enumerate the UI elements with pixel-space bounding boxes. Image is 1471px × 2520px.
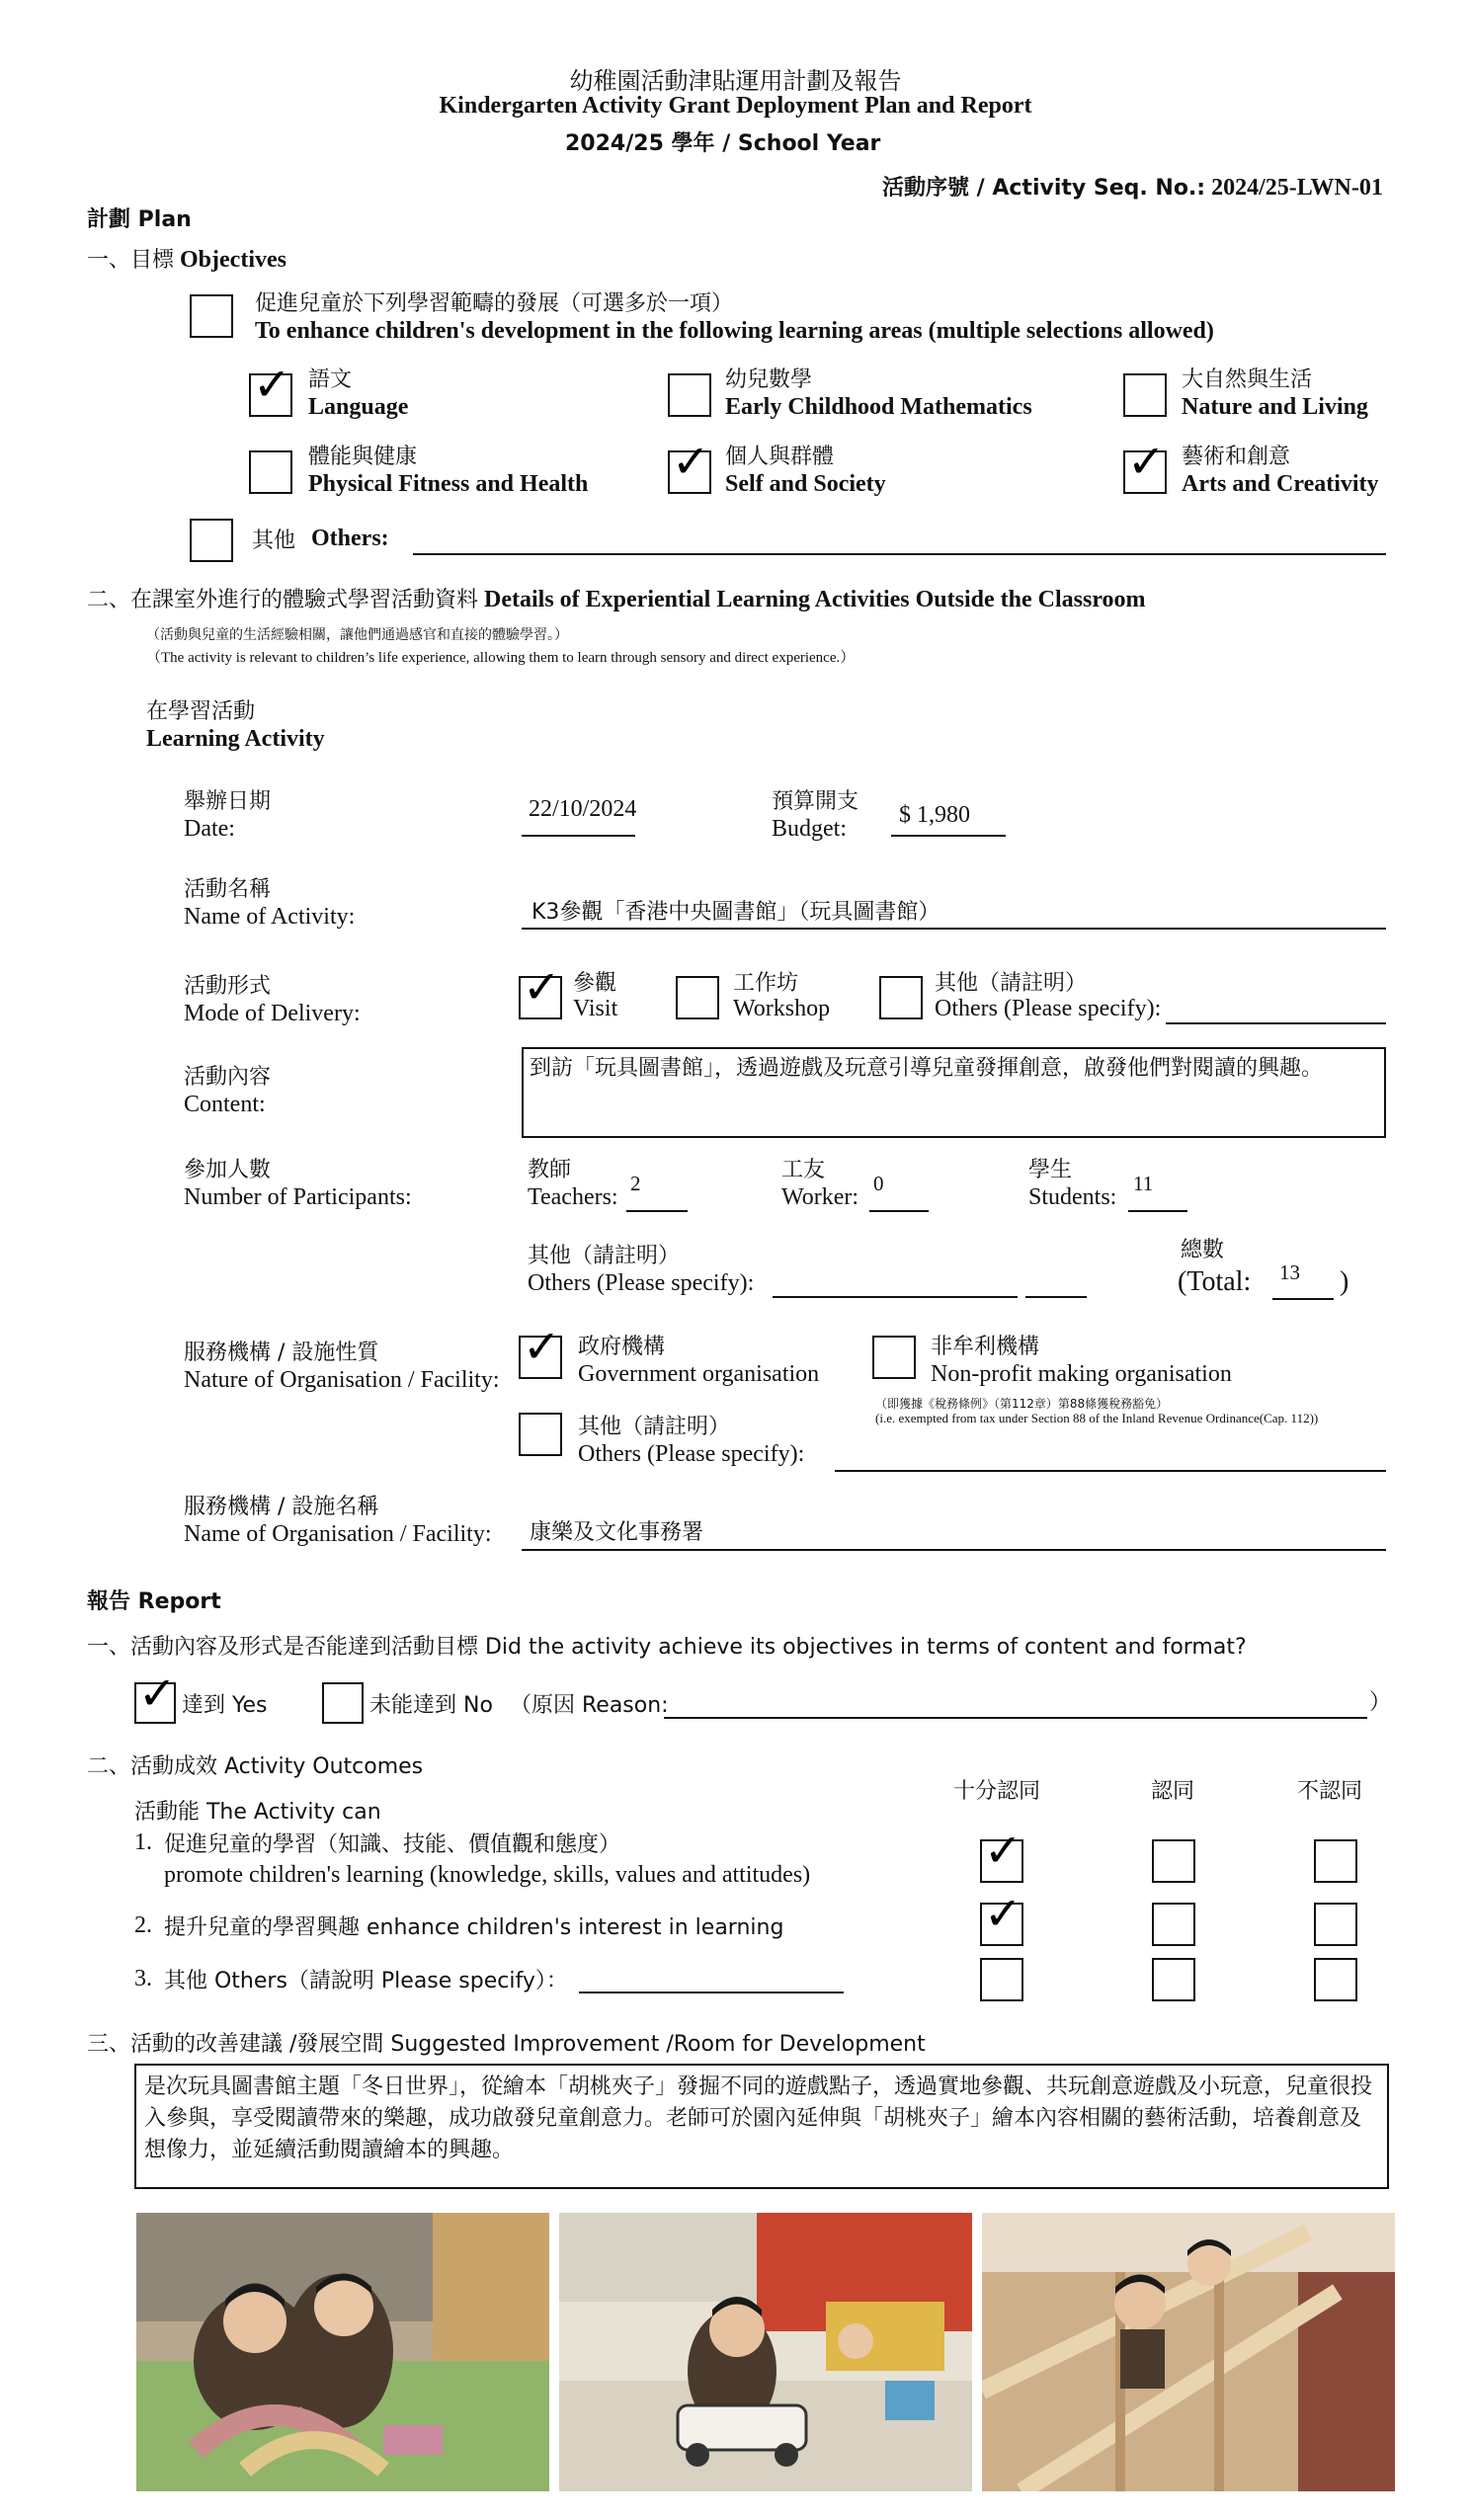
mode-label-zh: 其他（請註明） bbox=[935, 971, 1088, 996]
outcome-number: 3. bbox=[134, 1966, 152, 1992]
mode-visit-checkbox[interactable] bbox=[519, 960, 562, 1019]
learning-activity-zh: 在學習活動 bbox=[146, 699, 256, 724]
nature-others-en: Others (Please specify): bbox=[578, 1441, 805, 1467]
date-en: Date: bbox=[184, 816, 235, 842]
org-name-value: 康樂及文化事務署 bbox=[530, 1520, 704, 1545]
outcome2-disagree-checkbox[interactable] bbox=[1314, 1903, 1357, 1946]
date-zh: 舉辦日期 bbox=[184, 789, 272, 814]
date-line[interactable] bbox=[522, 835, 635, 837]
worker-en: Worker: bbox=[781, 1184, 859, 1210]
outcome-zh: 提升兒童的學習興趣 enhance children's interest in learning bbox=[164, 1915, 784, 1940]
others-spec-zh: 其他（請註明） bbox=[528, 1244, 681, 1268]
seq-number bbox=[882, 171, 1383, 202]
nature-others-checkbox[interactable] bbox=[519, 1413, 562, 1456]
nature-others-line[interactable] bbox=[835, 1470, 1386, 1472]
teachers-line[interactable] bbox=[626, 1210, 688, 1212]
details-note-zh: （活動與兒童的生活經驗相關，讓他們通過感官和直接的體驗學習。） bbox=[146, 627, 568, 643]
org-name-line[interactable] bbox=[522, 1549, 1386, 1551]
students-en: Students: bbox=[1028, 1184, 1117, 1210]
worker-line[interactable] bbox=[869, 1210, 929, 1212]
area-self-society-checkbox[interactable] bbox=[668, 435, 711, 494]
area-label-zh: 大自然與生活 bbox=[1182, 367, 1313, 392]
activity-photo-2 bbox=[559, 2213, 972, 2491]
enhance-en: To enhance children's development in the following learning areas (multiple selections allowed) bbox=[255, 318, 1214, 344]
yes-checkbox[interactable] bbox=[134, 1666, 177, 1724]
date-value: 22/10/2024 bbox=[529, 796, 637, 822]
org-name-en: Name of Organisation / Facility: bbox=[184, 1521, 492, 1547]
learning-activity-en: Learning Activity bbox=[146, 726, 325, 752]
details-heading-zh: 二、在課室外進行的體驗式學習活動資料 bbox=[87, 588, 479, 612]
outcomes-heading: 二、活動成效 Activity Outcomes bbox=[87, 1754, 424, 1779]
area-label-zh: 個人與群體 bbox=[725, 445, 835, 469]
outcome-number: 2. bbox=[134, 1912, 152, 1938]
npo-note-zh: （即獲據《稅務條例》（第112章）第88條獲稅務豁免） bbox=[875, 1397, 1169, 1411]
mode-label-en: Others (Please specify): bbox=[935, 996, 1162, 1021]
scale-strongly-agree: 十分認同 bbox=[953, 1779, 1041, 1804]
others-spec-en: Others (Please specify): bbox=[528, 1270, 755, 1296]
seq-value: 2024/25-LWN-01 bbox=[1211, 175, 1383, 201]
objectives-heading-en: Objectives bbox=[180, 247, 286, 273]
others-spec-line[interactable] bbox=[773, 1296, 1018, 1298]
participants-en: Number of Participants: bbox=[184, 1184, 412, 1210]
outcome-en: promote children's learning (knowledge, skills, values and attitudes) bbox=[164, 1862, 811, 1888]
details-note-en: （The activity is relevant to children’s life experience, allowing them to learn through sensory and direct experience.） bbox=[146, 650, 856, 666]
area-physical-checkbox[interactable] bbox=[249, 450, 292, 494]
plan-heading: 計劃 Plan bbox=[87, 207, 192, 232]
check-icon: ✓ bbox=[253, 358, 291, 411]
total-en: (Total: bbox=[1178, 1266, 1252, 1297]
enhance-zh: 促進兒童於下列學習範疇的發展（可選多於一項） bbox=[255, 291, 734, 316]
objectives-heading bbox=[87, 243, 286, 274]
check-icon: ✓ bbox=[138, 1666, 177, 1720]
check-icon: ✓ bbox=[984, 1887, 1022, 1940]
nature-others-zh: 其他（請註明） bbox=[578, 1415, 731, 1439]
others-zh: 其他 bbox=[252, 528, 296, 553]
outcome-zh: 促進兒童的學習（知識、技能、價值觀和態度） bbox=[164, 1832, 621, 1857]
reason-line[interactable] bbox=[664, 1717, 1367, 1719]
area-label-en: Language bbox=[308, 394, 409, 420]
npo-zh: 非牟利機構 bbox=[931, 1335, 1040, 1359]
teachers-value: 2 bbox=[630, 1172, 641, 1195]
total-line[interactable] bbox=[1272, 1298, 1334, 1300]
title-zh: 幼稚園活動津貼運用計劃及報告 bbox=[569, 67, 902, 95]
details-heading-en: Details of Experiential Learning Activities Outside the Classroom bbox=[484, 587, 1146, 612]
gov-zh: 政府機構 bbox=[578, 1335, 666, 1359]
details-heading bbox=[87, 583, 1146, 613]
others-spec-count-line[interactable] bbox=[1025, 1296, 1087, 1298]
area-label-zh: 體能與健康 bbox=[308, 445, 418, 469]
outcome1-agree-checkbox[interactable] bbox=[1152, 1839, 1195, 1883]
outcome2-strongly-agree-checkbox[interactable] bbox=[980, 1887, 1023, 1946]
budget-line[interactable] bbox=[891, 835, 1006, 837]
npo-en: Non-profit making organisation bbox=[931, 1361, 1232, 1387]
nature-zh: 服務機構 / 設施性質 bbox=[184, 1341, 379, 1365]
activity-can: 活動能 The Activity can bbox=[134, 1800, 381, 1825]
outcome-number: 1. bbox=[134, 1829, 152, 1855]
students-zh: 學生 bbox=[1028, 1158, 1073, 1182]
worker-zh: 工友 bbox=[781, 1158, 826, 1182]
content-zh: 活動內容 bbox=[184, 1065, 272, 1090]
area-label-en: Physical Fitness and Health bbox=[308, 471, 589, 497]
scale-disagree: 不認同 bbox=[1297, 1779, 1363, 1804]
reason-close: ） bbox=[1369, 1690, 1392, 1715]
others-line[interactable] bbox=[413, 553, 1386, 555]
total-close: ) bbox=[1340, 1266, 1349, 1297]
mode-label-en: Workshop bbox=[733, 996, 831, 1021]
outcome1-strongly-agree-checkbox[interactable] bbox=[980, 1824, 1023, 1883]
teachers-zh: 教師 bbox=[528, 1158, 572, 1182]
area-math-checkbox[interactable] bbox=[668, 373, 711, 417]
name-zh: 活動名稱 bbox=[184, 877, 272, 902]
others-en: Others: bbox=[311, 526, 389, 551]
area-arts-checkbox[interactable] bbox=[1123, 435, 1167, 494]
content-box: 到訪「玩具圖書館」，透過遊戲及玩意引導兒童發揮創意，啟發他們對閱讀的興趣。 bbox=[522, 1047, 1386, 1138]
area-label-en: Self and Society bbox=[725, 471, 886, 497]
name-en: Name of Activity: bbox=[184, 904, 356, 930]
area-label-en: Early Childhood Mathematics bbox=[725, 394, 1032, 420]
mode-others-checkbox[interactable] bbox=[879, 976, 923, 1019]
mode-zh: 活動形式 bbox=[184, 974, 272, 999]
participants-zh: 參加人數 bbox=[184, 1158, 272, 1182]
area-label-en: Nature and Living bbox=[1182, 394, 1368, 420]
no-checkbox[interactable] bbox=[322, 1682, 364, 1724]
students-value: 11 bbox=[1133, 1172, 1154, 1195]
area-language-checkbox[interactable] bbox=[249, 358, 292, 417]
gov-en: Government organisation bbox=[578, 1361, 820, 1387]
npo-checkbox[interactable] bbox=[872, 1336, 916, 1379]
content-en: Content: bbox=[184, 1092, 266, 1117]
mode-others-line[interactable] bbox=[1166, 1022, 1386, 1024]
scale-agree: 認同 bbox=[1151, 1779, 1195, 1804]
improve-heading: 三、活動的改善建議 /發展空間 Suggested Improvement /Room for Development bbox=[87, 2032, 926, 2057]
check-icon: ✓ bbox=[523, 1320, 561, 1373]
nature-en: Nature of Organisation / Facility: bbox=[184, 1367, 500, 1393]
mode-en: Mode of Delivery: bbox=[184, 1001, 361, 1026]
gov-checkbox[interactable] bbox=[519, 1320, 562, 1379]
outcome3-agree-checkbox[interactable] bbox=[1152, 1958, 1195, 2001]
worker-value: 0 bbox=[873, 1172, 884, 1195]
mode-label-en: Visit bbox=[573, 996, 618, 1021]
check-icon: ✓ bbox=[672, 435, 710, 488]
budget-value: $ 1,980 bbox=[899, 802, 970, 828]
activity-photo-3 bbox=[982, 2213, 1395, 2491]
mode-label-zh: 工作坊 bbox=[733, 971, 799, 996]
outcome-zh: 其他 Others（請說明 Please specify）： bbox=[164, 1969, 568, 1993]
org-name-zh: 服務機構 / 設施名稱 bbox=[184, 1495, 379, 1519]
total-value: 13 bbox=[1279, 1260, 1300, 1284]
name-line[interactable] bbox=[522, 928, 1386, 930]
outcome3-strongly-agree-checkbox[interactable] bbox=[980, 1958, 1023, 2001]
students-line[interactable] bbox=[1128, 1210, 1187, 1212]
name-value: K3參觀「香港中央圖書館」（玩具圖書館） bbox=[531, 900, 940, 925]
school-year: 2024/25 學年 / School Year bbox=[565, 131, 881, 156]
mode-label-zh: 參觀 bbox=[573, 971, 617, 996]
area-label-zh: 語文 bbox=[308, 367, 353, 392]
area-label-zh: 幼兒數學 bbox=[725, 367, 813, 392]
total-zh: 總數 bbox=[1181, 1238, 1225, 1262]
report-q1: 一、活動內容及形式是否能達到活動目標 Did the activity achieve its objectives in terms of content and format? bbox=[87, 1635, 1247, 1660]
check-icon: ✓ bbox=[523, 960, 561, 1014]
report-heading: 報告 Report bbox=[87, 1589, 221, 1614]
outcome1-disagree-checkbox[interactable] bbox=[1314, 1839, 1357, 1883]
npo-note-en: (i.e. exempted from tax under Section 88 of the Inland Revenue Ordinance(Cap. 112)) bbox=[875, 1411, 1319, 1425]
others-checkbox[interactable] bbox=[190, 519, 233, 562]
area-nature-checkbox[interactable] bbox=[1123, 373, 1167, 417]
outcome2-agree-checkbox[interactable] bbox=[1152, 1903, 1195, 1946]
budget-zh: 預算開支 bbox=[772, 789, 859, 814]
seq-label: 活動序號 / Activity Seq. No.: bbox=[882, 176, 1206, 201]
no-label: 未能達到 No bbox=[369, 1693, 493, 1718]
outcome3-specify-line[interactable] bbox=[579, 1992, 844, 1993]
mode-workshop-checkbox[interactable] bbox=[676, 976, 719, 1019]
budget-en: Budget: bbox=[772, 816, 847, 842]
activity-photo-1 bbox=[136, 2213, 549, 2491]
yes-label: 達到 Yes bbox=[182, 1693, 268, 1718]
check-icon: ✓ bbox=[1127, 435, 1166, 488]
objectives-heading-zh: 一、目標 bbox=[87, 248, 175, 273]
title-en: Kindergarten Activity Grant Deployment Plan and Report bbox=[439, 93, 1032, 119]
area-label-en: Arts and Creativity bbox=[1182, 471, 1379, 497]
teachers-en: Teachers: bbox=[528, 1184, 618, 1210]
enhance-checkbox[interactable] bbox=[190, 294, 233, 338]
improve-box: 是次玩具圖書館主題「冬日世界」，從繪本「胡桃夾子」發掘不同的遊戲點子，透過實地參觀、共玩創意遊戲及小玩意，兒童很投入參與，享受閱讀帶來的樂趣，成功啟發兒童創意力。老師可於園內延伸與「胡桃夾子」繪本內容相關的藝術活動，培養創意及想像力，並延續活動閱讀繪本的興趣。 bbox=[134, 2064, 1389, 2189]
reason-label: （原因 Reason: bbox=[510, 1693, 669, 1718]
check-icon: ✓ bbox=[984, 1824, 1022, 1877]
area-label-zh: 藝術和創意 bbox=[1182, 445, 1291, 469]
outcome3-disagree-checkbox[interactable] bbox=[1314, 1958, 1357, 2001]
